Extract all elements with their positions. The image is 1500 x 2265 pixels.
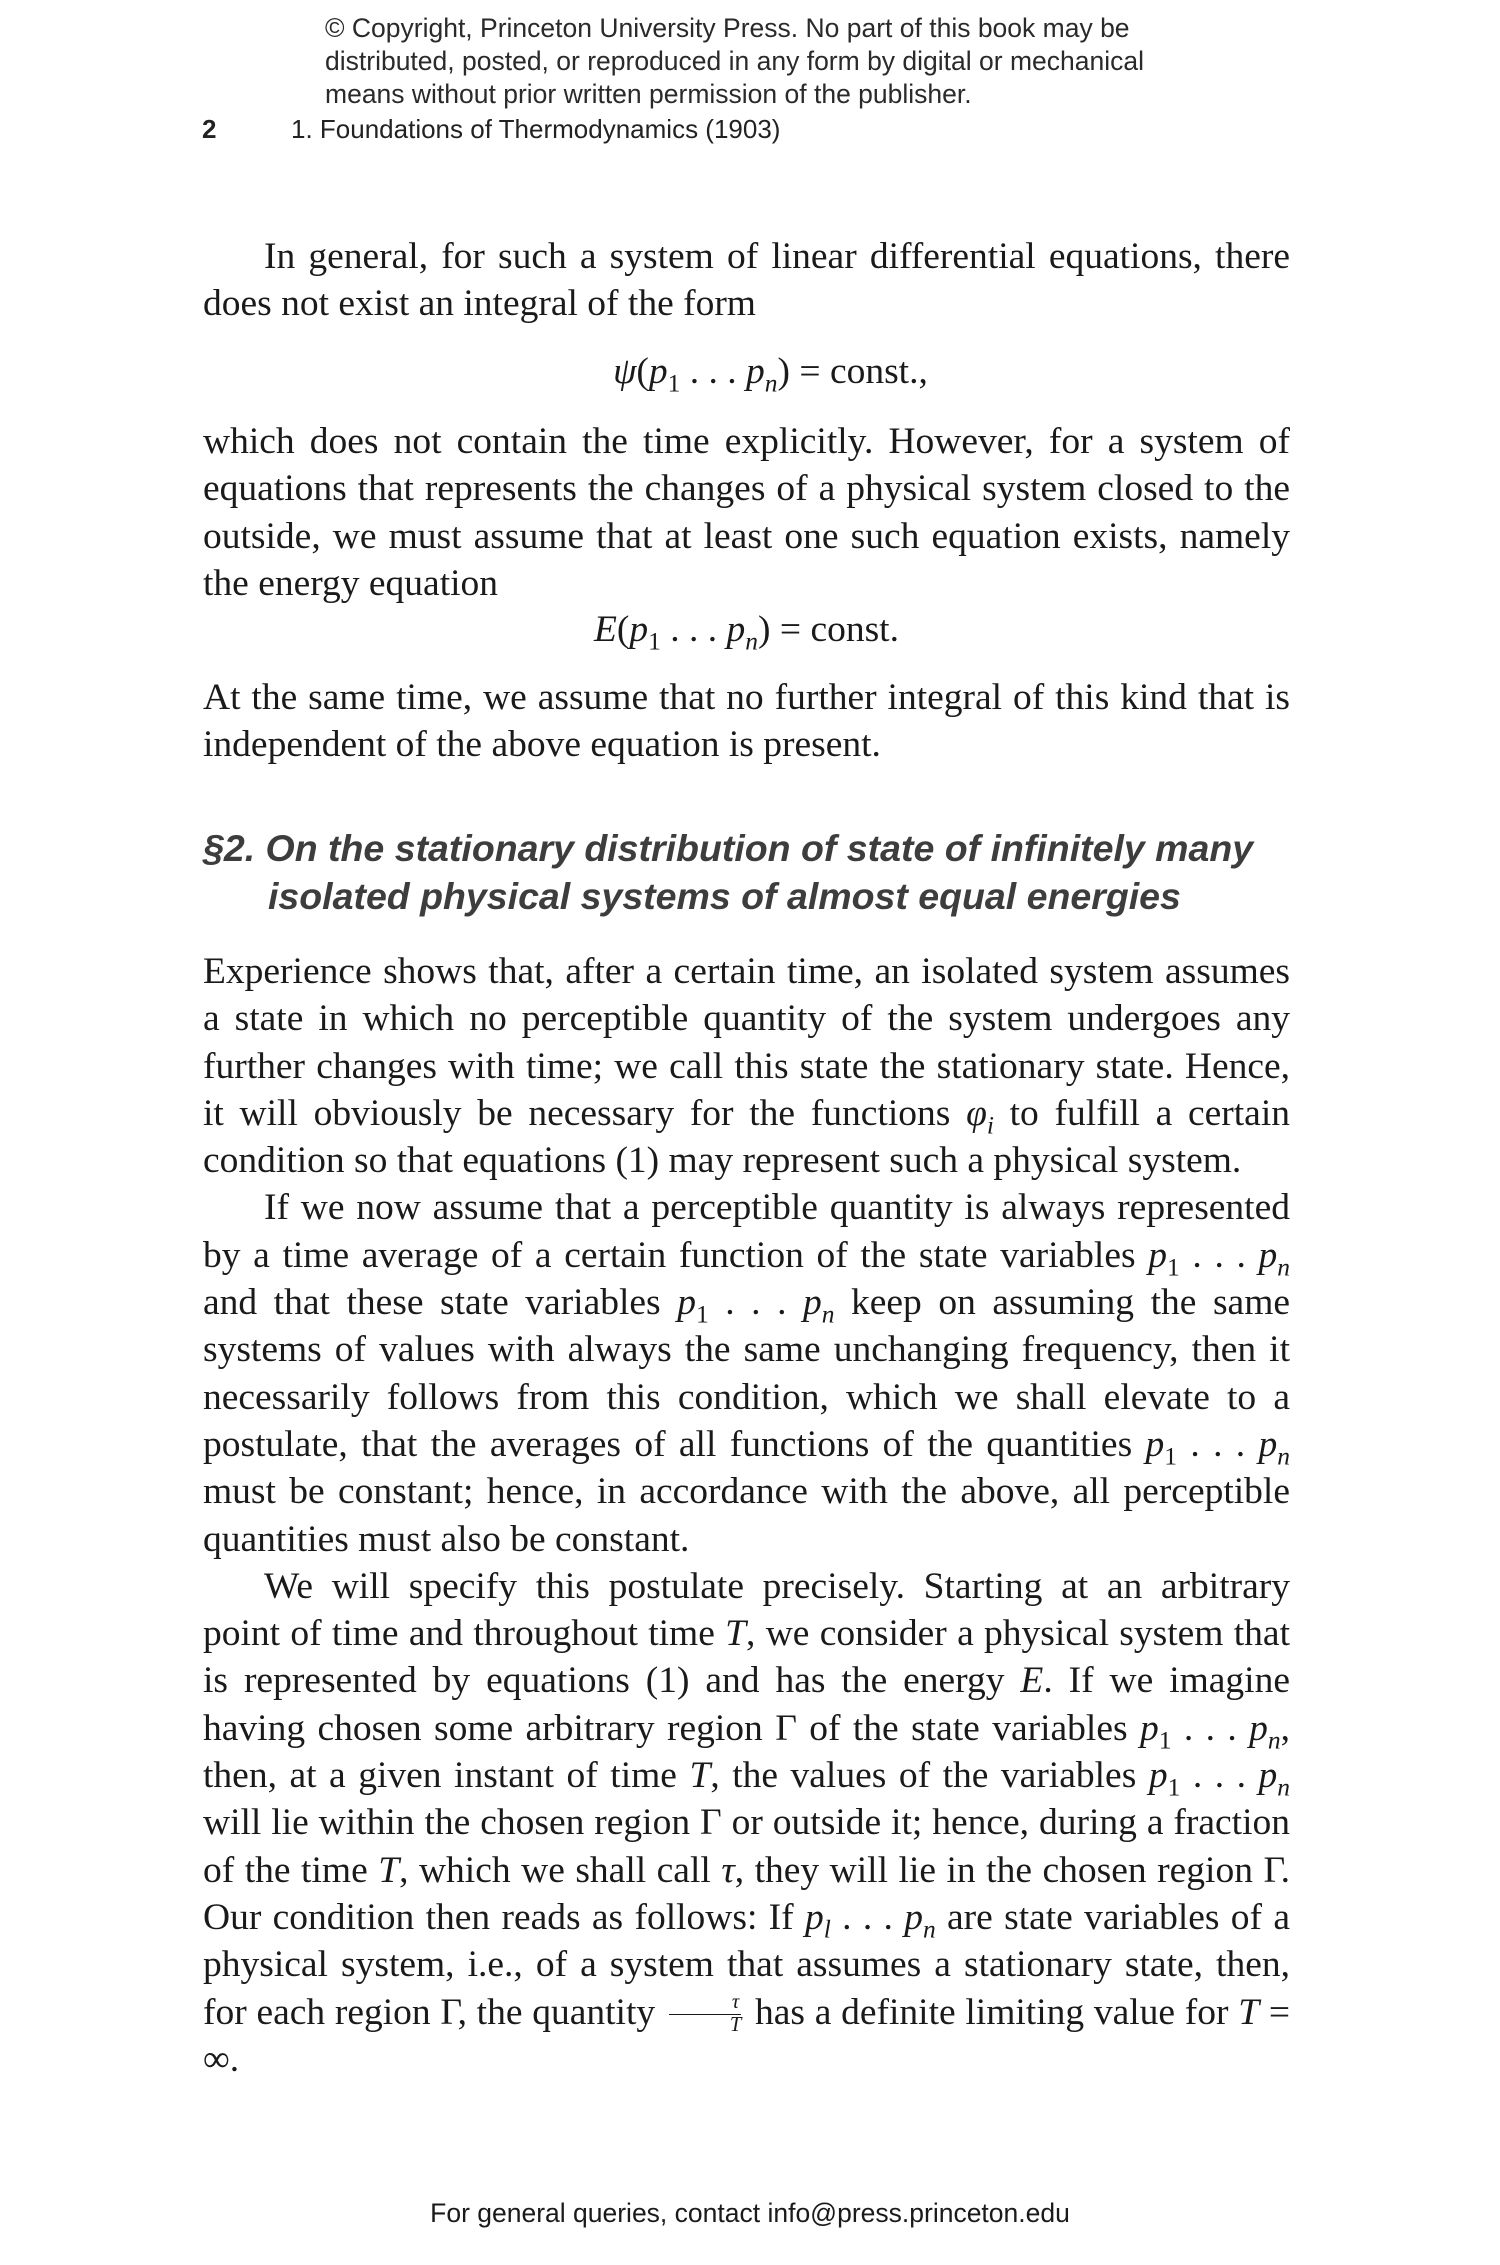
math-sub: n — [922, 1914, 936, 1944]
math-gamma: Γ — [700, 1802, 722, 1844]
math-T: T — [689, 1755, 711, 1797]
math-gamma: Γ — [440, 1991, 458, 2033]
copyright-notice — [325, 12, 1225, 111]
math-T: T — [725, 1613, 747, 1655]
math-var: p — [1139, 1707, 1159, 1749]
footer-contact: For general queries, contact info@press.princeton.edu — [430, 2198, 1070, 2228]
math-sub: n — [821, 1299, 835, 1329]
math-var: p — [904, 1896, 923, 1938]
copyright-line: means without prior written permission of the publisher. — [325, 79, 972, 109]
text-run: must be constant; hence, in accordance with the above, all perceptible quantities must also be constant. — [203, 1471, 1290, 1560]
paragraph-postulate — [203, 1563, 1290, 2084]
eq-sub: n — [745, 626, 759, 656]
fraction-numerator: τ — [669, 1992, 741, 2015]
math-var: p — [1258, 1755, 1278, 1797]
math-var: p — [1145, 1423, 1165, 1465]
text-run: . Our condition then reads as follows: If — [203, 1849, 1291, 1938]
math-var: p — [802, 1282, 822, 1324]
eq-var: p — [746, 351, 765, 392]
text-run: to fulfill a certain condition so that equations (1) may represent such a physical system. — [203, 1092, 1290, 1182]
equation-integral — [203, 348, 1314, 398]
eq-var: p — [629, 609, 649, 650]
math-sub: n — [1277, 1252, 1291, 1282]
section-heading-line: §2. On the stationary distribution of state of infinitely many — [203, 827, 1254, 869]
fraction-denominator: T — [729, 2013, 742, 2036]
paragraph-text: which does not contain the time explicitly. However, for a system of equations that represents the changes of a physical system closed to the outside, we must assume that at least one such equation exists, namely the energy equation — [203, 421, 1290, 604]
eq-sub: n — [764, 368, 778, 398]
text-run: or outside it; hence, during a fraction of the time — [203, 1802, 1290, 1891]
running-head: 1. Foundations of Thermodynamics (1903) — [291, 114, 781, 144]
eq-paren: ( — [636, 351, 649, 392]
text-run: , then, at a given instant of time — [203, 1707, 1291, 1797]
text-run: . If we imagine having chosen some arbitrary region — [203, 1660, 1290, 1749]
paragraph-intro — [203, 233, 1290, 328]
paragraph-text: At the same time, we assume that no further integral of this kind that is independent of the above equation is present. — [203, 677, 1290, 766]
eq-rhs: = const. — [770, 609, 899, 650]
text-run: Experience shows that, after a certain time, an isolated system assumes a state in which no perceptible quantity of the system undergoes any further changes with time; we call this state the stationary state. Hence, it will obviously be necessary for the functions — [203, 951, 1290, 1134]
math-var: p — [1258, 1234, 1278, 1276]
paragraph-text: In general, for such a system of linear differential equations, there does not exist an integral of the form — [203, 236, 1290, 325]
eq-ellipsis: . . . — [660, 609, 727, 650]
math-sub: n — [1277, 1441, 1291, 1471]
text-run: , the quantity — [457, 1991, 665, 2033]
eq-var: p — [648, 351, 668, 392]
text-run: If we now assume that a perceptible quantity is always represented by a time average of a certain function of the state variables — [203, 1187, 1290, 1276]
section-heading — [203, 824, 1303, 920]
eq-paren: ) — [758, 609, 771, 650]
math-ellipsis: . . . — [1177, 1423, 1259, 1465]
math-var: p — [804, 1896, 824, 1938]
fraction-tau-over-T — [669, 1992, 741, 2036]
math-sub: 1 — [1164, 1441, 1178, 1471]
math-sub: 1 — [1158, 1725, 1172, 1755]
paragraph-experience — [203, 948, 1290, 1184]
copyright-line: © Copyright, Princeton University Press. No part of this book may be — [325, 13, 1130, 43]
section-heading-line: isolated physical systems of almost equal energies — [268, 875, 1181, 917]
eq-symbol: ψ — [613, 351, 637, 392]
eq-ellipsis: . . . — [680, 351, 747, 392]
text-run: , we consider a physical system that is represented by equations (1) and has the energy — [203, 1613, 1290, 1702]
math-sub: 1 — [1167, 1772, 1181, 1802]
paragraph-no-further — [203, 674, 1290, 769]
text-run: and that these state variables — [203, 1282, 678, 1324]
eq-rhs: = const., — [790, 351, 928, 392]
equation-energy — [203, 606, 1290, 656]
eq-paren: ) — [777, 351, 791, 392]
text-run: has a definite limiting value for — [745, 1991, 1239, 2033]
paragraph-time-average — [203, 1184, 1290, 1562]
math-ellipsis: . . . — [1180, 1755, 1259, 1797]
math-ellipsis: . . . — [1179, 1234, 1259, 1276]
eq-sub: 1 — [648, 626, 661, 656]
text-run: keep on assuming the same systems of values with always the same unchanging frequency, then it necessarily follows from this condition, which we shall elevate to a postulate, that the averages of all functions of the quantities — [203, 1282, 1291, 1465]
section-body — [203, 948, 1290, 2084]
math-sub: 1 — [695, 1299, 709, 1329]
math-sub: n — [1277, 1772, 1290, 1802]
math-E: E — [1020, 1660, 1044, 1702]
math-gamma: Γ — [775, 1707, 797, 1749]
math-ellipsis: . . . — [1171, 1707, 1250, 1749]
math-ellipsis: . . . — [708, 1282, 803, 1324]
text-run: , they will lie in the chosen region — [734, 1849, 1264, 1891]
page-number: 2 — [202, 114, 217, 144]
text-run: are state variables of a physical system, i.e., of a system that assumes a stationary state, then, for each region — [203, 1896, 1290, 2033]
math-T: T — [378, 1849, 400, 1891]
eq-var: p — [726, 609, 746, 650]
paragraph-energy — [203, 418, 1290, 607]
math-var: p — [1249, 1707, 1268, 1749]
math-sub: n — [1267, 1725, 1281, 1755]
math-var: p — [677, 1282, 696, 1324]
math-ellipsis: . . . — [830, 1896, 905, 1938]
text-run: We will specify this postulate precisely. Starting at an arbitrary point of time and throughout time — [203, 1565, 1290, 1655]
math-var: p — [1148, 1234, 1167, 1276]
math-tau: τ — [721, 1849, 735, 1891]
text-run: = ∞. — [203, 1991, 1290, 2081]
math-sub: l — [823, 1914, 831, 1944]
math-var: p — [1148, 1755, 1168, 1797]
text-run: of the state variables — [796, 1707, 1140, 1749]
copyright-line: distributed, posted, or reproduced in any form by digital or mechanical — [325, 46, 1144, 76]
math-sub: i — [986, 1110, 994, 1140]
eq-paren: ( — [616, 609, 630, 650]
text-run: , which we shall call — [399, 1849, 722, 1891]
math-T: T — [1238, 1991, 1260, 2033]
math-gamma: Γ — [1263, 1849, 1281, 1891]
math-var: p — [1258, 1423, 1278, 1465]
text-run: will lie within the chosen region — [203, 1802, 700, 1844]
eq-sub: 1 — [667, 368, 681, 398]
text-run: , the values of the variables — [710, 1755, 1149, 1797]
eq-symbol: E — [594, 609, 617, 650]
math-phi: φ — [966, 1092, 987, 1134]
math-sub: 1 — [1167, 1252, 1180, 1282]
